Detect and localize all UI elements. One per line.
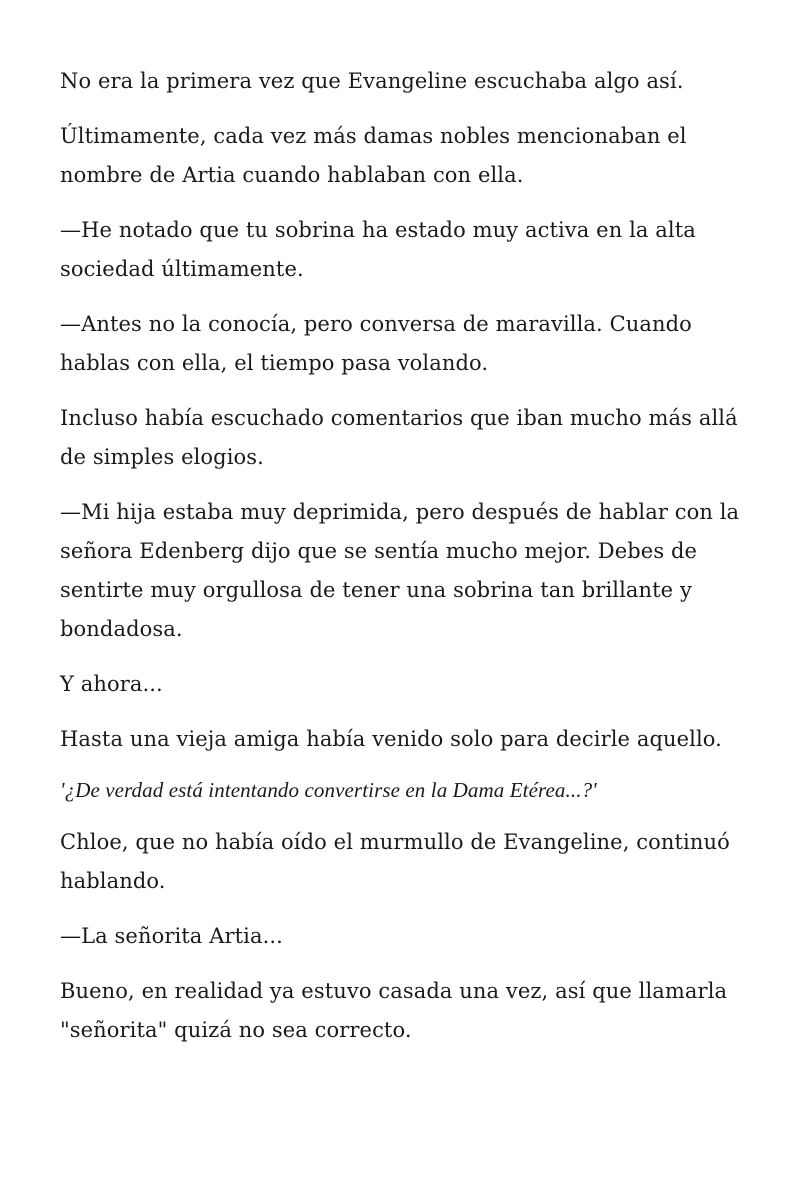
paragraph-10: Chloe, que no había oído el murmullo de Evangeline, continuó hablando. [60,830,730,893]
document-body [60,62,750,1066]
paragraph-5: Incluso había escuchado comentarios que iban mucho más allá de simples elogios. [60,406,738,469]
paragraph-7: Y ahora... [60,672,163,696]
paragraph-9-thought: '¿De verdad está intentando convertirse en la Dama Etérea...?' [60,778,597,802]
paragraph-1: No era la primera vez que Evangeline escuchaba algo así. [60,69,684,93]
paragraph-8: Hasta una vieja amiga había venido solo para decirle aquello. [60,727,722,751]
paragraph-4: —Antes no la conocía, pero conversa de maravilla. Cuando hablas con ella, el tiempo pasa volando. [60,312,692,375]
paragraph-11: —La señorita Artia... [60,924,283,948]
paragraph-3: —He notado que tu sobrina ha estado muy activa en la alta sociedad últimamente. [60,218,696,281]
paragraph-6: —Mi hija estaba muy deprimida, pero después de hablar con la señora Edenberg dijo que se sentía mucho mejor. Debes de sentirte muy orgullosa de tener una sobrina tan brillante y bondadosa. [60,500,740,641]
paragraph-12: Bueno, en realidad ya estuvo casada una vez, así que llamarla "señorita" quizá no sea correcto. [60,979,728,1042]
paragraph-2: Últimamente, cada vez más damas nobles mencionaban el nombre de Artia cuando hablaban con ella. [60,124,687,187]
